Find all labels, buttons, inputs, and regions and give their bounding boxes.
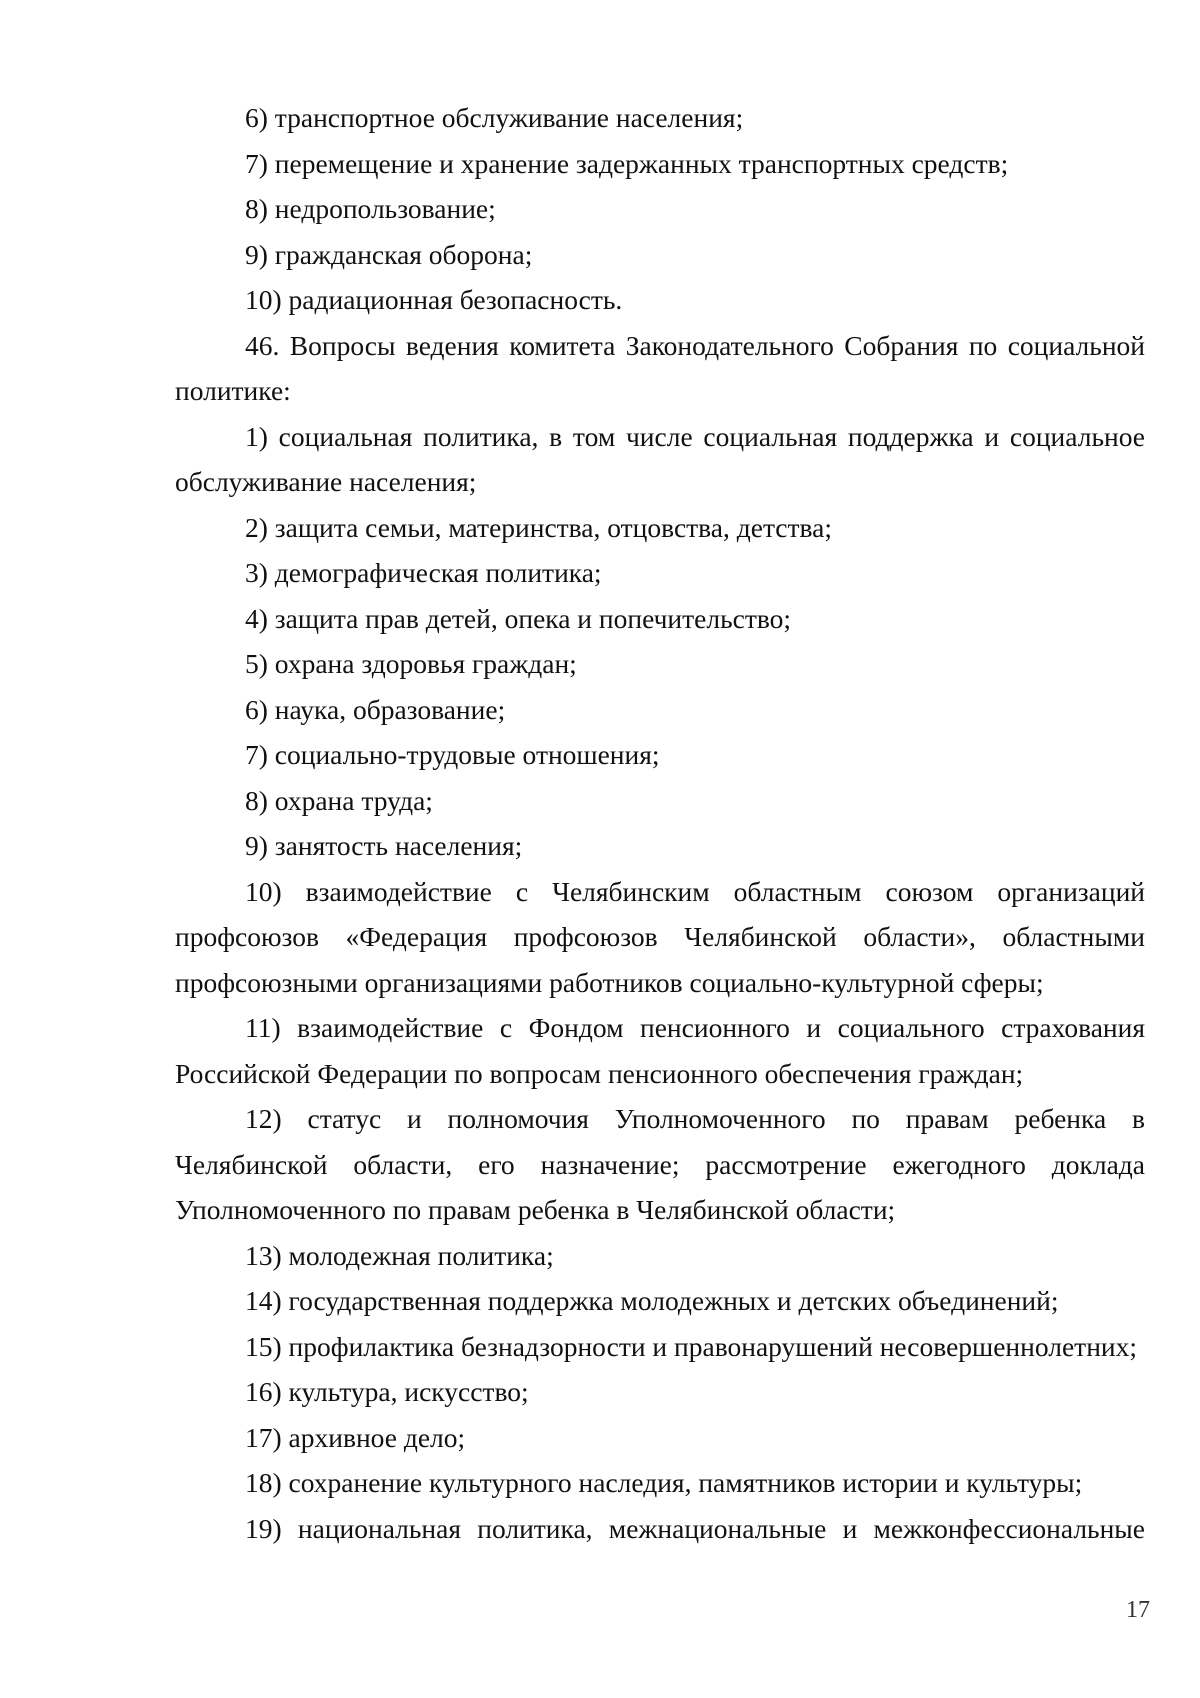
list-item: 5) охрана здоровья граждан; [245, 648, 577, 679]
list-item: 7) перемещение и хранение задержанных транспортных средств; [245, 147, 1009, 179]
list-item: 6) транспортное обслуживание населения; [245, 102, 744, 133]
section-heading-paragraph: 46. Вопросы ведения комитета Законодательного Собрания по социальной политике: [175, 329, 1145, 406]
list-item: 13) молодежная политика; [245, 1239, 554, 1271]
list-item: 9) гражданская оборона; [245, 238, 533, 270]
list-item: 8) недропользование; [245, 193, 496, 224]
document-body [175, 95, 1145, 1551]
list-item: 7) социально-трудовые отношения; [245, 739, 660, 770]
list-item: 14) государственная поддержка молодежных и детских объединений; [245, 1285, 1059, 1316]
list-item: 10) взаимодействие с Челябинским областным союзом организаций профсоюзов «Федерация профсоюзов Челябинской области», областными профсоюзными организациями работников социально-культурной сферы; [175, 875, 1145, 998]
list-item: 19) национальная политика, межнациональные и межконфессиональные [245, 1512, 1145, 1544]
list-item: 6) наука, образование; [245, 693, 506, 725]
list-item: 3) демографическая политика; [245, 557, 602, 588]
list-item: 16) культура, искусство; [245, 1376, 529, 1407]
list-item: 4) защита прав детей, опека и попечительство; [245, 602, 792, 634]
list-item: 2) защита семьи, материнства, отцовства, детства; [245, 511, 832, 543]
page-number: 17 [1126, 1597, 1150, 1623]
list-item: 18) сохранение культурного наследия, памятников истории и культуры; [245, 1467, 1083, 1498]
list-item: 12) статус и полномочия Уполномоченного по правам ребенка в Челябинской области, его назначение; рассмотрение ежегодного доклада Уполномоченного по правам ребенка в Челябинской области; [175, 1103, 1145, 1225]
list-item: 9) занятость населения; [245, 830, 523, 861]
list-item: 8) охрана труда; [245, 784, 433, 816]
list-item: 1) социальная политика, в том числе социальная поддержка и социальное обслуживание населения; [175, 420, 1145, 497]
list-item: 11) взаимодействие с Фондом пенсионного и социального страхования Российской Федерации по вопросам пенсионного обеспечения граждан; [175, 1012, 1145, 1089]
list-item: 15) профилактика безнадзорности и правонарушений несовершеннолетних; [245, 1330, 1138, 1362]
list-item: 17) архивное дело; [245, 1421, 466, 1453]
list-item: 10) радиационная безопасность. [245, 284, 623, 315]
